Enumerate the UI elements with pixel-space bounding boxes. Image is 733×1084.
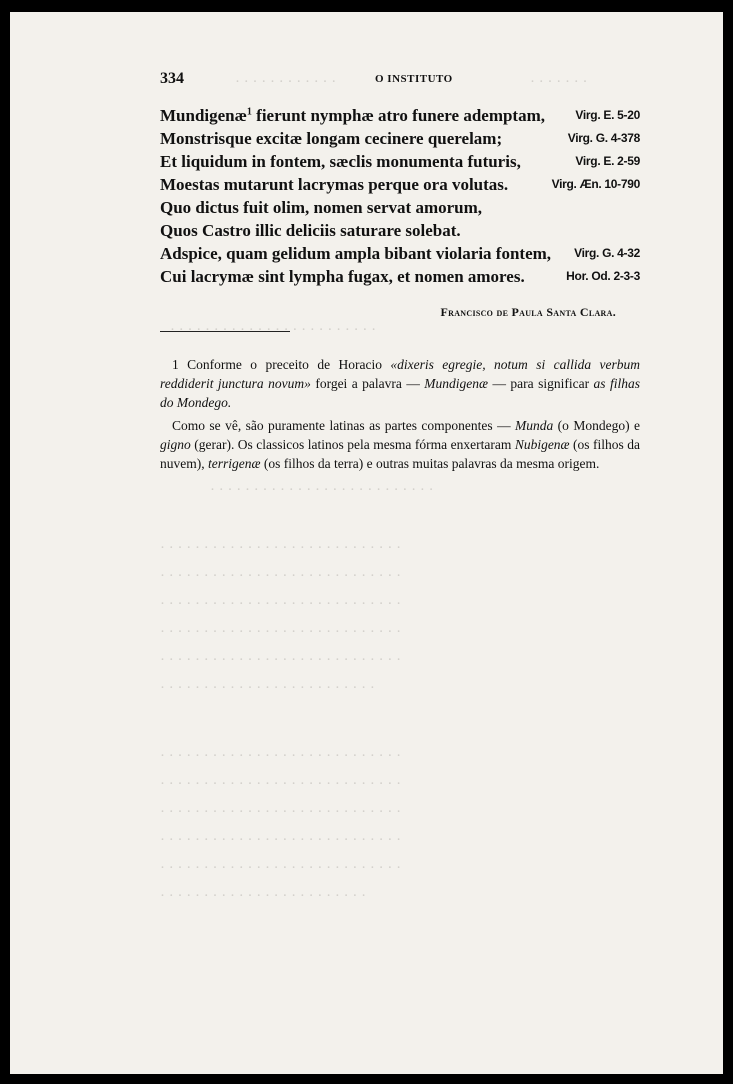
document-page: · · · · · · · · · · · · · · · · · · · · · · · · · · · · · · · · · · · · · · · · · · · · · · · · · · · · · · · · · · · · · · · · · · · · · · · · · · · · · · · · · · · · · · · · · · · · · · · · · · · · · · · · · · · · · · · · · · · · · · · · · · · · · · · · · · · · · · · · · · · · · · · · · · · · · · · · · · · · · · · · · · · · · · · · · · · · · · · · · · · · · · · · · · · · · · · · · · · · · · · · · · · · · · · · · · · · · · · · · · · · · · · · · · · · · · · · · · · · · · · · · · · · · · · · · · · · · · · · · · · · · · · · · · · · · · · · · · · · · · · · · · · · · · · · · · · · · · · · · · · · · · · · · · · · · · · · · · · · · · · · · · · · · · · · · · · · · · · · · · · · · · · · · · · · · · · · · · · · · · · · · · · · · · · · · · · · · · · · · · · · · · · · · · · · · · · · · · · · · · 334 O INSTITUTO Mundigenæ$^1$ fierunt nymphæ atro funere ademptam, Virg. E. 5-20 Monstrisque excitæ longam cecinere querelam; Virg. G. 4-378 Et liquidum in fontem, sæclis monumenta futuris, Virg. E. 2-59 Moestas mutarunt lacrymas perque ora volutas. Virg. Æn. 10-790 Quo dictus fuit olim, nomen servat amorum, Quos Castro illic deliciis saturare solebat. Adspice, quam gelidum ampla bibant violaria fontem, Virg. G. 4-32 Cui lacrymæ sint lympha fugax, et nomen amores. Hor. Od. 2-3-3 Francisco de Paula Santa Clara. 1 Conforme o preceito de Horacio «dixeris egregie, notum si callida verbum reddiderit junctura novum» forgei a palavra — Mundigenæ — para significar as filhas do Mondego. Como se vê, são puramente latinas as partes componentes — Munda (o Mondego) e gigno (gerar). Os classicos latinos pela mesma fórma enxertaram Nubigenæ (os filhos da nuvem), terrigenæ (os filhos da terra) e outras muitas palavras da mesma origem. (10, 12, 723, 1074)
verse-line (160, 129, 640, 152)
footnote-number: 1 (172, 357, 179, 372)
verse-text: Quos Castro illic deliciis saturare solebat. (160, 221, 461, 240)
author-signature: Francisco de Paula Santa Clara. (440, 305, 616, 319)
verse-reference: Virg. Æn. 10-790 (551, 177, 640, 191)
verse-line (160, 198, 640, 221)
verse-line (160, 152, 640, 175)
footnote-paragraph: 1 Conforme o preceito de Horacio «dixeris egregie, notum si callida verbum reddiderit junctura novum» forgei a palavra — Mundigenæ — para significar as filhas do Mondego. (160, 357, 640, 410)
page-header (160, 70, 640, 94)
verse-text: Adspice, quam gelidum ampla bibant violaria fontem, (160, 244, 552, 263)
word-meaning: as filhas do Mondego. (160, 376, 640, 410)
footnote-marker: 1 (246, 106, 252, 118)
verse-line (160, 175, 640, 198)
verse-text: Mundigenæ (160, 106, 247, 125)
footnotes (160, 355, 640, 477)
latin-poem (160, 106, 640, 290)
horace-quote: «dixeris egregie, notum si callida verbum reddiderit junctura novum» (160, 357, 640, 391)
page-number: 334 (160, 70, 184, 87)
running-title: O INSTITUTO (375, 73, 453, 85)
verse-reference: Virg. G. 4-378 (567, 131, 640, 145)
verse-line (160, 244, 640, 267)
coined-word: Mundigenæ (424, 376, 489, 391)
footnote-paragraph: Como se vê, são puramente latinas as partes componentes — Munda (o Mondego) e gigno (gerar). Os classicos latinos pela mesma fórma enxertaram Nubigenæ (os filhos da nuvem), terrigenæ (os filhos da terra) e outras muitas palavras da mesma origem. (160, 418, 640, 471)
verse-line (160, 106, 640, 129)
verse-line (160, 221, 640, 244)
verse-text: Monstrisque excitæ longam cecinere querelam; (160, 129, 503, 148)
footnote-divider (160, 331, 290, 332)
verse-text: Quo dictus fuit olim, nomen servat amorum, (160, 198, 483, 217)
verse-reference: Virg. E. 5-20 (575, 108, 640, 122)
verse-reference: Virg. E. 2-59 (575, 154, 640, 168)
verse-text-rest: fierunt nymphæ atro funere ademptam, (251, 106, 546, 125)
verse-reference: Hor. Od. 2-3-3 (566, 269, 640, 283)
verse-text: Moestas mutarunt lacrymas perque ora volutas. (160, 175, 509, 194)
verse-reference: Virg. G. 4-32 (574, 246, 640, 260)
verse-line (160, 267, 640, 290)
verse-text: Et liquidum in fontem, sæclis monumenta futuris, (160, 152, 521, 171)
verse-text: Cui lacrymæ sint lympha fugax, et nomen amores. (160, 267, 525, 286)
